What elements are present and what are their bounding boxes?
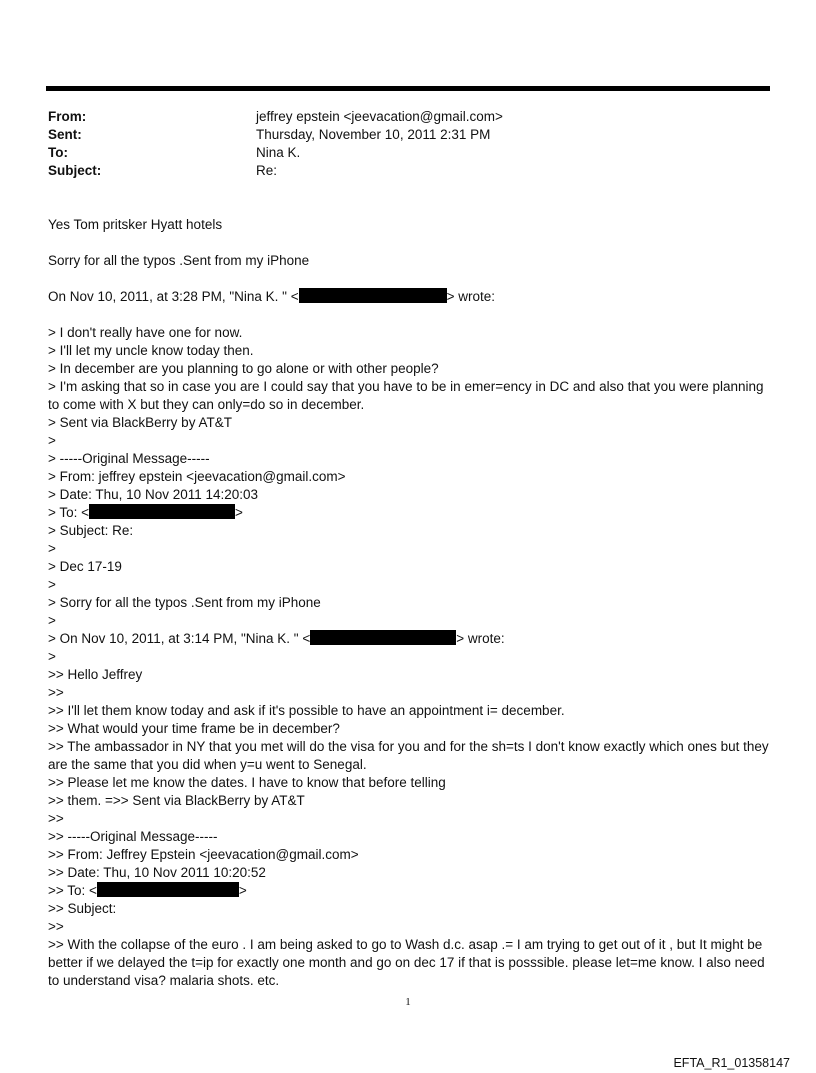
top-rule-divider: [46, 86, 770, 91]
quoted-line: > Dec 17-19: [48, 559, 122, 574]
from-label: From:: [48, 109, 87, 124]
quoted-line: >: [48, 541, 56, 556]
quoted-line: >> Hello Jeffrey: [48, 667, 143, 682]
body-line: Yes Tom pritsker Hyatt hotels: [48, 217, 223, 232]
quoted-line: >> I'll let them know today and ask if it's possible to have an appointment i= december.: [48, 703, 565, 718]
quoted-line: >> Please let me know the dates. I have to know that before telling: [48, 775, 446, 790]
quoted-line: >> What would your time frame be in december?: [48, 721, 340, 736]
quoted-line: >> Date: Thu, 10 Nov 2011 10:20:52: [48, 865, 266, 880]
quoted-attribution-end: > wrote:: [456, 631, 505, 646]
quoted-line: > Sent via BlackBerry by AT&T: [48, 415, 232, 430]
quoted-line: >> Subject:: [48, 901, 117, 916]
quoted-line: >: [48, 577, 56, 592]
redaction-bar: [310, 630, 456, 645]
quoted-line: >: [48, 613, 56, 628]
quoted-line: >> -----Original Message-----: [48, 829, 218, 844]
sent-value: Thursday, November 10, 2011 2:31 PM: [256, 127, 491, 142]
quoted-line: >>: [48, 919, 64, 934]
quoted-line: >>: [48, 685, 64, 700]
redaction-bar: [97, 882, 239, 897]
quoted-line: >: [48, 649, 56, 664]
quoted-line: >> The ambassador in NY that you met will do the visa for you and for the sh=ts I don't know exactly which ones but they are the same that you did when y=u went to Senegal.: [48, 739, 773, 772]
quoted-to-end: >: [235, 505, 243, 520]
quoted-line: > In december are you planning to go alone or with other people?: [48, 361, 439, 376]
attribution-text: On Nov 10, 2011, at 3:28 PM, "Nina K. " <: [48, 289, 299, 304]
quoted-line: >> From: Jeffrey Epstein <jeevacation@gmail.com>: [48, 847, 359, 862]
quoted-line: > I'll let my uncle know today then.: [48, 343, 254, 358]
quoted-line: >: [48, 433, 56, 448]
page-number: 1: [405, 996, 411, 1008]
email-header: [48, 108, 768, 180]
email-body: [48, 216, 773, 990]
quoted-line: > Subject: Re:: [48, 523, 134, 538]
redaction-bar: [299, 288, 447, 303]
quoted-line: > I don't really have one for now.: [48, 325, 243, 340]
reply-attribution-line: [48, 288, 770, 306]
quoted-line: >>: [48, 811, 64, 826]
quoted-to-end: >: [238, 883, 247, 898]
quoted-line: > From: jeffrey epstein <jeevacation@gmail.com>: [48, 469, 346, 484]
quoted-line: >> them. =>> Sent via BlackBerry by AT&T: [48, 793, 305, 808]
quoted-line: > -----Original Message-----: [48, 451, 210, 466]
document-id-footer: EFTA_R1_01358147: [673, 1056, 790, 1070]
header-sent-row: [48, 126, 768, 144]
sent-label: Sent:: [48, 127, 82, 142]
quoted-line: > I'm asking that so in case you are I could say that you have to be in emer=ency in DC and also that you were planning to come with X but they can only=do so in december.: [48, 379, 768, 412]
attribution-text-end: > wrote:: [446, 289, 495, 304]
subject-value: Re:: [256, 163, 278, 178]
from-value: jeffrey epstein <jeevacation@gmail.com>: [256, 109, 503, 124]
quoted-line: >> With the collapse of the euro . I am being asked to go to Wash d.c. asap .= I am trying to get out of it , but It might be better if we delayed the t=ip for exactly one month and go on dec 17 if that is posssible. please let=me know. I also need to understand visa? malaria shots. etc.: [48, 937, 769, 988]
quoted-attribution-text: > On Nov 10, 2011, at 3:14 PM, "Nina K. " <: [48, 631, 311, 646]
quoted-to-text: >> To: <: [48, 883, 97, 898]
to-value: Nina K.: [256, 145, 301, 160]
quoted-to-line: [48, 882, 770, 900]
header-from-row: [48, 108, 768, 126]
to-label: To:: [48, 145, 68, 160]
redaction-bar: [89, 504, 235, 519]
header-subject-row: [48, 162, 768, 180]
header-to-row: [48, 144, 768, 162]
quoted-attribution-line: [48, 630, 770, 648]
quoted-to-text: > To: <: [48, 505, 90, 520]
subject-label: Subject:: [48, 163, 102, 178]
body-line: Sorry for all the typos .Sent from my iPhone: [48, 253, 310, 268]
quoted-line: > Sorry for all the typos .Sent from my iPhone: [48, 595, 321, 610]
quoted-line: > Date: Thu, 10 Nov 2011 14:20:03: [48, 487, 259, 502]
quoted-to-line: [48, 504, 770, 522]
